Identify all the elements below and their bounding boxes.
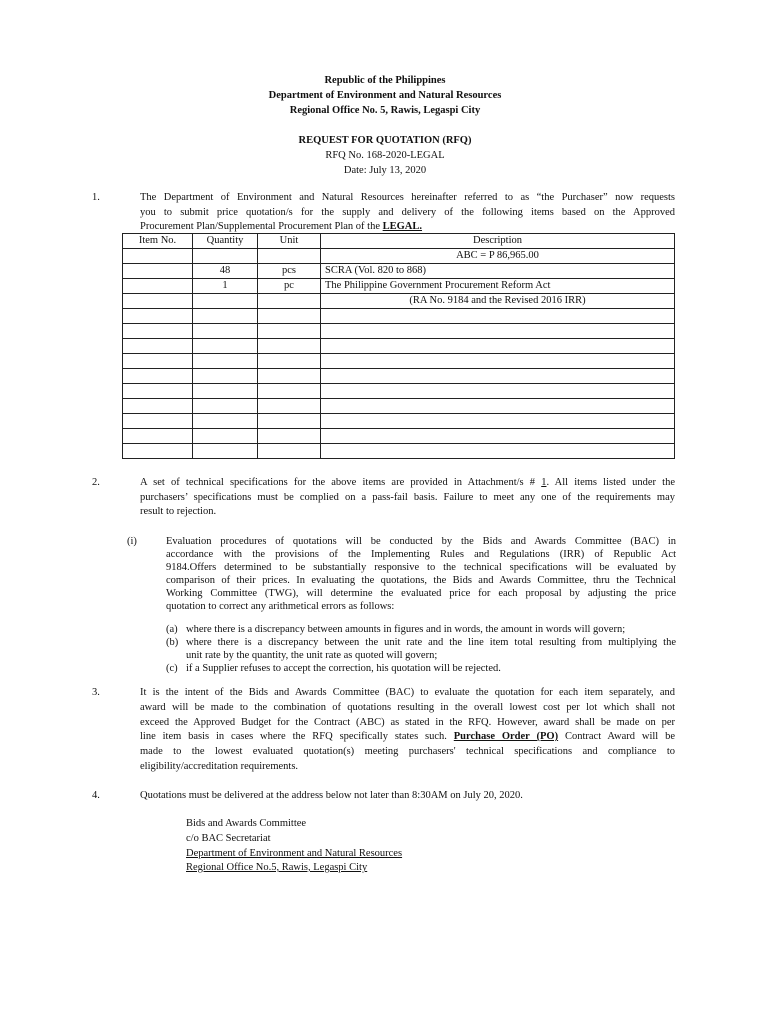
cell-quantity [193,339,258,354]
item-2-line-3: result to rejection. [140,506,217,517]
item-3-line-2: award will be made to the combination of quotations resulting in the overall lowest cost per lot which shall not [140,702,675,713]
sub-a-text: where there is a discrepancy between amounts in figures and in words, the amount in words will govern; [186,624,626,635]
item-3-line-4-text: line item basis in cases where the RFQ specifically states such. [140,731,454,742]
agency-office: Regional Office No. 5, Rawis, Legaspi City [289,105,481,116]
cell-description [321,369,675,384]
item-3-number: 3. [92,687,100,698]
table-row [123,399,675,414]
sub-a-number: (a) [166,624,178,635]
table-row [123,384,675,399]
address-line-3: Department of Environment and Natural Resources [186,848,403,859]
sub-i-line-4: comparison of their prices. In evaluating the quotations, the Bids and Awards Committee, thru the Technical [166,575,676,586]
item-3-line-5: made to the lowest evaluated quotation(s) meeting purchasers' technical specifications and compliance to [140,746,675,757]
item-3-line-4 [140,729,675,744]
cell-description [321,324,675,339]
item-2-line-2: purchasers’ specifications must be complied on a pass-fail basis. Failure to meet any one of the requirements may [140,492,675,503]
cell-description [321,384,675,399]
cell-item-no [123,309,193,324]
cell-unit [258,309,321,324]
cell-quantity [193,399,258,414]
sub-i-line-1: Evaluation procedures of quotations will be conducted by the Bids and Awards Committee (BAC) in [166,536,676,547]
item-2-number: 2. [92,477,100,488]
item-3-line-6: eligibility/accreditation requirements. [140,761,299,772]
item-3-line-3: exceed the Approved Budget for the Contract (ABC) as stated in the RFQ. However, award shall be made on per [140,717,675,728]
cell-item-no [123,444,193,459]
cell-quantity [193,369,258,384]
sub-b-line-1: where there is a discrepancy between the unit rate and the line item total resulting from multiplying the [186,637,676,648]
sub-c-text: if a Supplier refuses to accept the correction, his quotation will be rejected. [186,663,501,674]
cell-quantity [193,309,258,324]
table-row [123,354,675,369]
item-1-line-1: The Department of Environment and Natural Resources hereinafter referred to as “the Purchaser” now requests [140,192,675,203]
sub-i-line-5: Working Committee (TWG), will determine the evaluated price for each proposal by adjusting the price [166,588,676,599]
cell-unit [258,414,321,429]
item-4-line-1: Quotations must be delivered at the address below not later than 8:30AM on July 20, 2020. [140,790,523,801]
cell-item-no [123,324,193,339]
rfq-number: RFQ No. 168-2020-LEGAL [325,150,445,161]
cell-item-no [123,294,193,309]
table-row [123,294,675,309]
cell-unit [258,249,321,264]
address-line-1: Bids and Awards Committee [186,818,307,829]
item-2-line-1-text: A set of technical specifications for the above items are provided in Attachment/s # [140,477,542,488]
cell-unit [258,444,321,459]
item-3-line-1: It is the intent of the Bids and Awards Committee (BAC) to evaluate the quotation for each item separately, and [140,687,675,698]
table-row [123,249,675,264]
cell-unit [258,294,321,309]
cell-quantity [193,294,258,309]
cell-quantity [193,414,258,429]
cell-unit: pcs [258,264,321,279]
table-row [123,339,675,354]
table-row [123,324,675,339]
cell-quantity [193,384,258,399]
agency-department: Department of Environment and Natural Resources [268,90,502,101]
table-row [123,264,675,279]
cell-quantity [193,429,258,444]
cell-quantity: 1 [193,279,258,294]
cell-item-no [123,369,193,384]
cell-quantity [193,249,258,264]
item-3-line-4-end: Contract Award will be [558,731,675,742]
cell-item-no [123,429,193,444]
items-table-body [123,234,675,459]
item-1-number: 1. [92,192,100,203]
cell-description [321,429,675,444]
table-row [123,444,675,459]
header-item-no: Item No. [123,234,193,249]
table-row [123,369,675,384]
cell-quantity [193,324,258,339]
cell-unit [258,384,321,399]
cell-item-no [123,399,193,414]
rfq-date: Date: July 13, 2020 [343,165,427,176]
address-line-2: c/o BAC Secretariat [186,833,271,844]
cell-unit [258,399,321,414]
sub-b-number: (b) [166,637,179,648]
cell-item-no [123,279,193,294]
sub-c-number: (c) [166,663,178,674]
cell-item-no [123,339,193,354]
cell-item-no [123,249,193,264]
table-row [123,429,675,444]
cell-unit: pc [258,279,321,294]
end-user-legal: LEGAL. [382,221,423,232]
attachment-number: 1 [541,477,547,488]
header-quantity: Quantity [193,234,258,249]
sub-i-line-2: accordance with the provisions of the Implementing Rules and Regulations (IRR) of Republic Act [166,549,676,560]
sub-i-number: (i) [127,536,137,547]
cell-unit [258,429,321,444]
cell-description: ABC = P 86,965.00 [321,249,675,264]
items-table [122,233,675,459]
document-title: REQUEST FOR QUOTATION (RFQ) [298,135,472,146]
cell-quantity: 48 [193,264,258,279]
sub-i-line-3: 9184.Offers determined to be substantially responsive to the technical specifications will be evaluated by [166,562,676,573]
table-row [123,279,675,294]
cell-description: SCRA (Vol. 820 to 868) [321,264,675,279]
cell-item-no [123,414,193,429]
cell-unit [258,339,321,354]
header-unit: Unit [258,234,321,249]
item-1-line-2: you to submit price quotation/s for the supply and delivery of the following items based on the Approved [140,207,675,218]
cell-item-no [123,354,193,369]
table-header-row [123,234,675,249]
cell-quantity [193,354,258,369]
cell-unit [258,369,321,384]
cell-description [321,309,675,324]
cell-description [321,414,675,429]
cell-quantity [193,444,258,459]
cell-unit [258,324,321,339]
item-2-line-1 [140,475,675,490]
cell-description [321,354,675,369]
sub-i-line-6: quotation to correct any arithmetical errors as follows: [166,601,395,612]
cell-description: (RA No. 9184 and the Revised 2016 IRR) [321,294,675,309]
cell-description: The Philippine Government Procurement Reform Act [321,279,675,294]
cell-description [321,339,675,354]
item-1-line-3-text: Procurement Plan/Supplemental Procurement Plan of the [140,221,383,232]
address-line-4: Regional Office No.5, Rawis, Legaspi City [186,862,368,873]
agency-republic: Republic of the Philippines [324,75,446,86]
table-row [123,414,675,429]
cell-item-no [123,384,193,399]
item-1-line-3 [140,219,422,234]
sub-b-line-2: unit rate by the quantity, the unit rate as quoted will govern; [186,650,438,661]
header-description: Description [321,234,675,249]
cell-description [321,399,675,414]
cell-unit [258,354,321,369]
cell-item-no [123,264,193,279]
cell-description [321,444,675,459]
table-row [123,309,675,324]
item-2-line-1-end: . All items listed under the [546,477,675,488]
item-4-number: 4. [92,790,100,801]
purchase-order-term: Purchase Order (PO) [453,731,559,742]
